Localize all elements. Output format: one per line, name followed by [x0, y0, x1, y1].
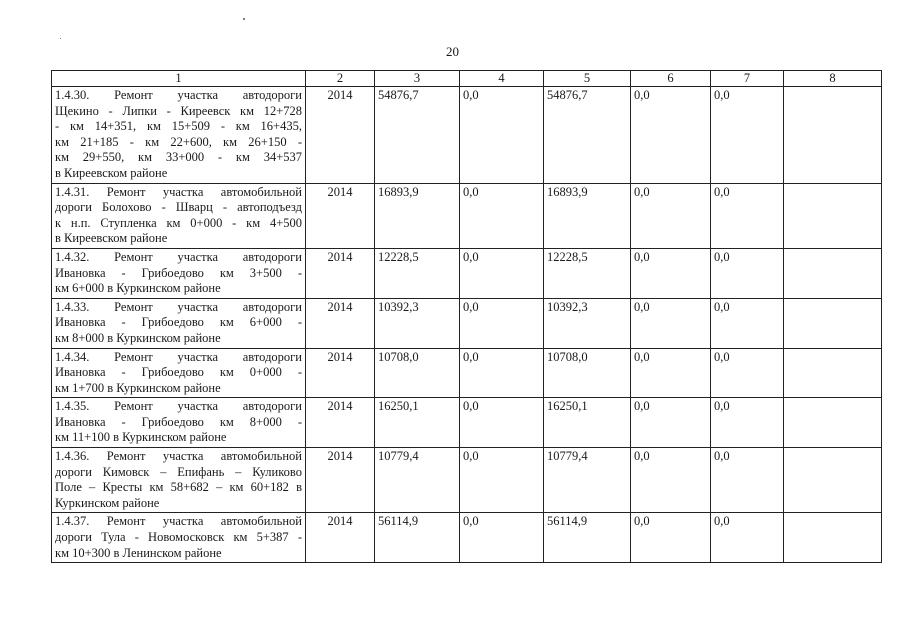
- description-line: Поле – Кресты км 58+682 – км 60+182 в: [55, 480, 302, 495]
- total-cell: 54876,7: [375, 87, 460, 184]
- total-cell: 10779,4: [375, 448, 460, 513]
- col4-cell: 0,0: [460, 87, 544, 184]
- column-header-8: 8: [784, 71, 882, 87]
- col5-cell: 56114,9: [544, 513, 631, 563]
- description-line: - км 14+351, км 15+509 - км 16+435,: [55, 119, 302, 134]
- col6-cell: 0,0: [631, 398, 711, 448]
- col6-cell: 0,0: [631, 348, 711, 398]
- col6-cell: 0,0: [631, 87, 711, 184]
- table-row: [52, 248, 882, 298]
- year-cell: 2014: [306, 183, 375, 248]
- col6-cell: 0,0: [631, 513, 711, 563]
- total-cell: 12228,5: [375, 248, 460, 298]
- total-cell: 10392,3: [375, 298, 460, 348]
- description-line: 1.4.35. Ремонт участка автодороги: [55, 399, 302, 414]
- description-line: дороги Тула - Новомосковск км 5+387 -: [55, 530, 302, 545]
- col8-cell: [784, 513, 882, 563]
- description-line: км 8+000 в Куркинском районе: [55, 330, 221, 345]
- table-body: [52, 87, 882, 563]
- year-cell: 2014: [306, 448, 375, 513]
- total-cell: 16893,9: [375, 183, 460, 248]
- col7-cell: 0,0: [711, 448, 784, 513]
- year-cell: 2014: [306, 298, 375, 348]
- description-line: Ивановка - Грибоедово км 6+000 -: [55, 315, 302, 330]
- table-row: [52, 448, 882, 513]
- item-description: [52, 298, 306, 348]
- col5-cell: 10708,0: [544, 348, 631, 398]
- description-line: дороги Кимовск – Епифань – Куликово: [55, 464, 302, 479]
- col8-cell: [784, 298, 882, 348]
- col4-cell: 0,0: [460, 298, 544, 348]
- col5-cell: 10779,4: [544, 448, 631, 513]
- col5-cell: 10392,3: [544, 298, 631, 348]
- table-row: [52, 348, 882, 398]
- column-number-row: [52, 71, 882, 87]
- col7-cell: 0,0: [711, 248, 784, 298]
- item-description: [52, 183, 306, 248]
- col5-cell: 16250,1: [544, 398, 631, 448]
- year-cell: 2014: [306, 348, 375, 398]
- year-cell: 2014: [306, 513, 375, 563]
- col8-cell: [784, 448, 882, 513]
- item-description: [52, 448, 306, 513]
- table-row: [52, 298, 882, 348]
- description-line: дороги Болохово - Шварц - автоподъезд: [55, 200, 302, 215]
- column-header-6: 6: [631, 71, 711, 87]
- col7-cell: 0,0: [711, 298, 784, 348]
- description-line: к н.п. Ступленка км 0+000 - км 4+500: [55, 215, 302, 230]
- description-line: Ивановка - Грибоедово км 8+000 -: [55, 414, 302, 429]
- description-line: км 29+550, км 33+000 - км 34+537: [55, 150, 302, 165]
- item-description: [52, 248, 306, 298]
- col5-cell: 54876,7: [544, 87, 631, 184]
- col6-cell: 0,0: [631, 448, 711, 513]
- column-header-2: 2: [306, 71, 375, 87]
- col6-cell: 0,0: [631, 298, 711, 348]
- item-description: [52, 87, 306, 184]
- col4-cell: 0,0: [460, 248, 544, 298]
- col8-cell: [784, 348, 882, 398]
- col7-cell: 0,0: [711, 183, 784, 248]
- table-row: [52, 513, 882, 563]
- total-cell: 56114,9: [375, 513, 460, 563]
- item-description: [52, 348, 306, 398]
- col7-cell: 0,0: [711, 513, 784, 563]
- column-header-1: 1: [52, 71, 306, 87]
- description-line: Ивановка - Грибоедово км 3+500 -: [55, 265, 302, 280]
- description-line: км 11+100 в Куркинском районе: [55, 430, 227, 445]
- col7-cell: 0,0: [711, 87, 784, 184]
- description-line: 1.4.31. Ремонт участка автомобильной: [55, 184, 302, 199]
- col7-cell: 0,0: [711, 348, 784, 398]
- description-line: км 1+700 в Куркинском районе: [55, 380, 221, 395]
- col8-cell: [784, 248, 882, 298]
- column-header-5: 5: [544, 71, 631, 87]
- scan-speck: [243, 18, 245, 20]
- description-line: Щекино - Липки - Киреевск км 12+728: [55, 103, 302, 118]
- table-row: [52, 183, 882, 248]
- description-line: 1.4.36. Ремонт участка автомобильной: [55, 449, 302, 464]
- description-line: 1.4.34. Ремонт участка автодороги: [55, 349, 302, 364]
- col4-cell: 0,0: [460, 513, 544, 563]
- column-header-3: 3: [375, 71, 460, 87]
- col4-cell: 0,0: [460, 183, 544, 248]
- year-cell: 2014: [306, 248, 375, 298]
- scan-speck: [60, 38, 61, 39]
- description-line: в Киреевском районе: [55, 231, 168, 246]
- col8-cell: [784, 398, 882, 448]
- col4-cell: 0,0: [460, 448, 544, 513]
- year-cell: 2014: [306, 87, 375, 184]
- description-line: км 6+000 в Куркинском районе: [55, 281, 221, 296]
- total-cell: 16250,1: [375, 398, 460, 448]
- description-line: км 10+300 в Ленинском районе: [55, 545, 222, 560]
- description-line: в Киреевском районе: [55, 165, 168, 180]
- column-header-4: 4: [460, 71, 544, 87]
- col4-cell: 0,0: [460, 348, 544, 398]
- description-line: 1.4.33. Ремонт участка автодороги: [55, 299, 302, 314]
- col6-cell: 0,0: [631, 183, 711, 248]
- table-row: [52, 87, 882, 184]
- year-cell: 2014: [306, 398, 375, 448]
- column-header-7: 7: [711, 71, 784, 87]
- description-line: Куркинском районе: [55, 495, 160, 510]
- table-row: [52, 398, 882, 448]
- total-cell: 10708,0: [375, 348, 460, 398]
- col4-cell: 0,0: [460, 398, 544, 448]
- description-line: 1.4.37. Ремонт участка автомобильной: [55, 514, 302, 529]
- description-line: 1.4.32. Ремонт участка автодороги: [55, 249, 302, 264]
- col5-cell: 12228,5: [544, 248, 631, 298]
- description-line: км 21+185 - км 22+600, км 26+150 -: [55, 134, 302, 149]
- col5-cell: 16893,9: [544, 183, 631, 248]
- page-number: 20: [446, 44, 459, 59]
- col8-cell: [784, 87, 882, 184]
- description-line: Ивановка - Грибоедово км 0+000 -: [55, 365, 302, 380]
- col8-cell: [784, 183, 882, 248]
- road-repair-table: [51, 70, 882, 563]
- description-line: 1.4.30. Ремонт участка автодороги: [55, 88, 302, 102]
- item-description: [52, 513, 306, 563]
- col7-cell: 0,0: [711, 398, 784, 448]
- col6-cell: 0,0: [631, 248, 711, 298]
- item-description: [52, 398, 306, 448]
